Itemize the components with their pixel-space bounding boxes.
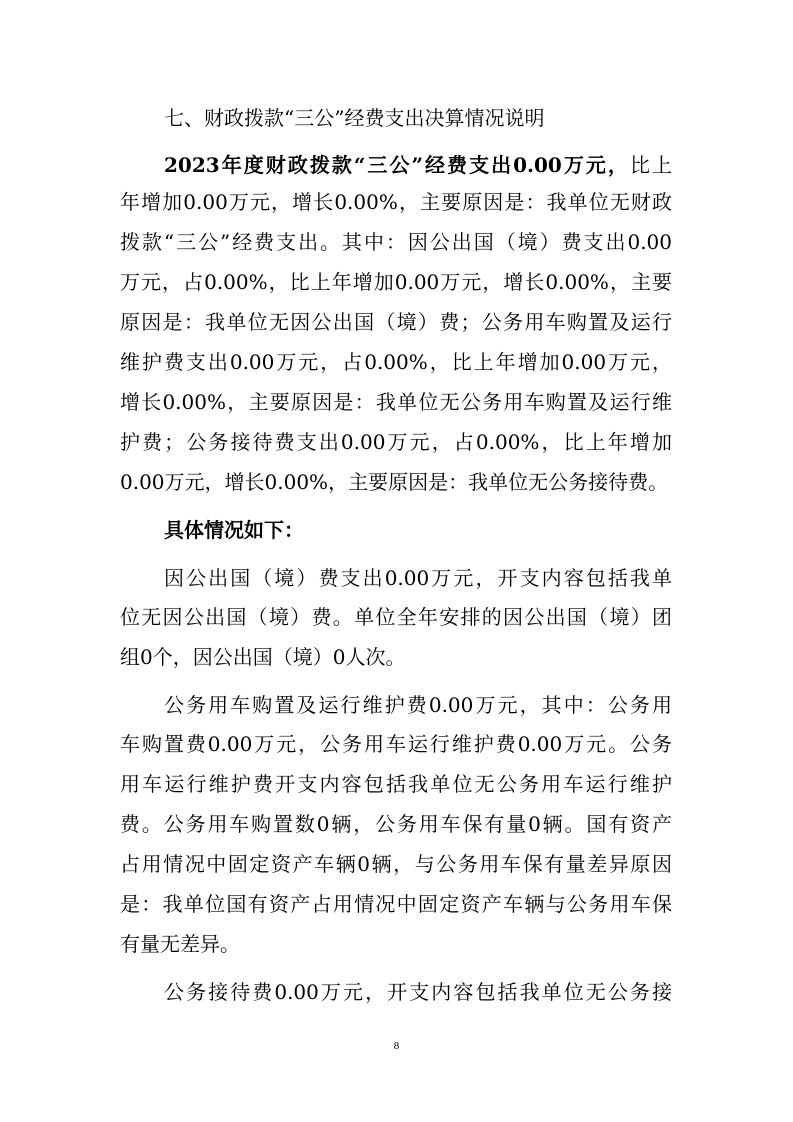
bold-lead: 具体情况如下： bbox=[164, 518, 304, 542]
section-heading: 七、财政拨款“三公”经费支出决算情况说明 bbox=[164, 106, 545, 130]
text-line: 有量无差异。 bbox=[120, 932, 240, 956]
text-line: 是：我单位国有资产占用情况中固定资产车辆与公务用车保 bbox=[120, 892, 672, 916]
text-line: 维护费支出0.00万元，占0.00%，比上年增加0.00万元， bbox=[120, 350, 672, 374]
subheading-line bbox=[164, 515, 672, 545]
text-line: 护费；公务接待费支出0.00万元，占0.00%，比上年增加 bbox=[120, 430, 672, 454]
text-line: 0.00万元，增长0.00%，主要原因是：我单位无公务接待费。 bbox=[120, 470, 669, 494]
text-line: 公务接待费0.00万元，开支内容包括我单位无公务接 bbox=[164, 980, 672, 1004]
text-line: 组0个，因公出国（境）0人次。 bbox=[120, 645, 406, 669]
text-line: 年增加0.00万元，增长0.00%，主要原因是：我单位无财政 bbox=[120, 190, 672, 214]
text-line: 车购置费0.00万元，公务用车运行维护费0.00万元。公务 bbox=[120, 732, 672, 756]
text-line: 费。公务用车购置数0辆，公务用车保有量0辆。国有资产 bbox=[120, 812, 672, 836]
text-line: 位无因公出国（境）费。单位全年安排的因公出国（境）团 bbox=[120, 605, 672, 629]
text-line: 占用情况中固定资产车辆0辆，与公务用车保有量差异原因 bbox=[120, 852, 672, 876]
text-line: 原因是：我单位无因公出国（境）费；公务用车购置及运行 bbox=[120, 310, 672, 334]
bold-lead: 2023年度财政拨款“三公”经费支出0.00万元， bbox=[164, 153, 630, 177]
page-number: 8 bbox=[393, 1040, 400, 1052]
text-line: 用车运行维护费开支内容包括我单位无公务用车运行维护 bbox=[120, 772, 672, 796]
text-line: 公务用车购置及运行维护费0.00万元，其中：公务用 bbox=[164, 693, 672, 717]
text-line: 拨款“三公”经费支出。其中：因公出国（境）费支出0.00 bbox=[120, 230, 672, 254]
text-line: 增长0.00%，主要原因是：我单位无公务用车购置及运行维 bbox=[120, 390, 672, 414]
text-line: 因公出国（境）费支出0.00万元，开支内容包括我单 bbox=[164, 566, 672, 590]
text-line: 2023年度财政拨款“三公”经费支出0.00万元，比上 bbox=[164, 153, 672, 177]
text-line: 万元，占0.00%，比上年增加0.00万元，增长0.00%，主要 bbox=[120, 270, 672, 294]
